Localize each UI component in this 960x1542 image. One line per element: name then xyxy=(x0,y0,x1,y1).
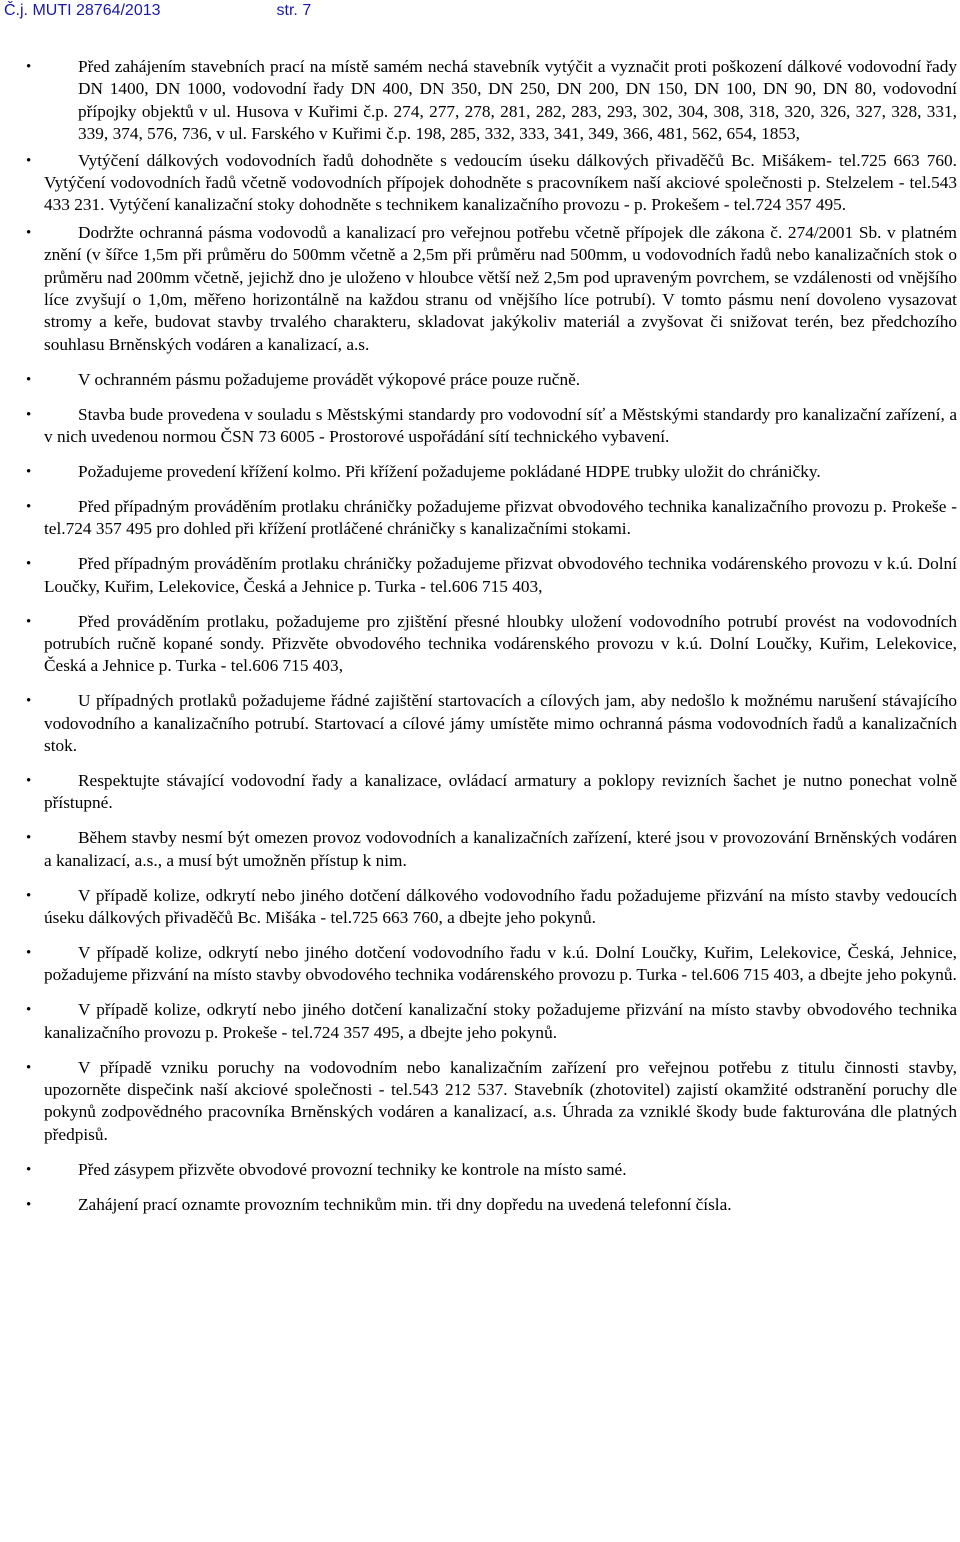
list-item-text: Požadujeme provedení křížení kolmo. Při křížení požadujeme pokládané HDPE trubky uložit do chráničky. xyxy=(78,462,821,481)
reference-number: Č.j. MUTI 28764/2013 xyxy=(4,2,161,19)
list-item-text: V případě kolize, odkrytí nebo jiného dotčení kanalizační stoky požadujeme přizvání na místo stavby obvodového technika kanalizačního provozu p. Prokeše - tel.724 357 495, a dbejte jeho pokynů. xyxy=(44,1000,957,1042)
list-item-text: Vytýčení dálkových vodovodních řadů dohodněte s vedoucím úseku dálkových přivaděčů Bc. Mišákem- tel.725 663 760. Vytýčení vodovodních řadů včetně vodovodních přípojek dohodněte s pracovníkem naší akciové společnosti p. Stelzelem - tel.543 433 231. Vytýčení kanalizační stoky dohodněte s technikem kanalizačního provozu - p. Prokešem - tel.724 357 495. xyxy=(44,150,957,215)
list-item xyxy=(26,553,957,598)
list-item xyxy=(26,369,957,391)
bullet-icon: • xyxy=(26,830,32,847)
bullet-icon: • xyxy=(26,224,32,241)
list-item xyxy=(26,999,957,1044)
list-item xyxy=(26,1057,957,1147)
bullet-icon: • xyxy=(26,464,32,480)
list-item-text: Respektujte stávající vodovodní řady a kanalizace, ovládací armatury a poklopy revizních šachet je nutno ponechat volně přístupné. xyxy=(44,770,957,813)
list-item xyxy=(26,1194,957,1216)
list-item xyxy=(26,222,957,356)
list-item xyxy=(26,404,957,449)
list-item-text: Před případným prováděním protlaku chráničky požadujeme přizvat obvodového technika vodárenského provozu v k.ú. Dolní Loučky, Kuřim, Lelekovice, Česká a Jehnice p. Turka - tel.606 715 403, xyxy=(44,554,957,596)
bullet-icon: • xyxy=(26,371,32,388)
page-header xyxy=(4,2,311,20)
list-item xyxy=(26,885,957,930)
list-item-text: V případě vzniku poruchy na vodovodním nebo kanalizačním zařízení pro veřejnou potřebu z titulu činnosti stavby, upozorněte dispečink naší akciové společnosti - tel.543 212 537. Stavebník (zhotovitel) zajistí okamžité odstranění poruchy dle pokynů zodpovědného pracovníka Brněnských vodáren a kanalizací, a.s. Úhrada za vzniklé škody bude fakturována dle platných předpisů. xyxy=(44,1057,957,1144)
bullet-icon: • xyxy=(26,152,32,169)
bullet-icon: • xyxy=(26,693,32,710)
list-item-text: Před prováděním protlaku, požadujeme pro zjištění přesné hloubky uložení vodovodního potrubí provést na vodovodních potrubích ručně kopané sondy. Přizvěte obvodového technika vodárenského provozu v k.ú. Dolní Loučky, Kuřim, Lelekovice, Česká a Jehnice p. Turka - tel.606 715 403, xyxy=(44,611,957,676)
bullet-icon: • xyxy=(26,406,32,423)
bullet-icon: • xyxy=(26,1196,32,1213)
bullet-icon: • xyxy=(26,613,32,630)
bullet-icon: • xyxy=(26,887,32,904)
list-item xyxy=(26,150,957,217)
list-item xyxy=(26,611,957,678)
list-item-text: Před zahájením stavebních prací na místě samém nechá stavebník vytýčit a vyznačit proti poškození dálkové vodovodní řady DN 1400, DN 1000, vodovodní řady DN 400, DN 350, DN 250, DN 200, DN 150, DN 100, DN 90, DN 80, vodovodní přípojky objektů v ul. Husova v Kuřimi č.p. 274, 277, 278, 281, 282, 283, 293, 302, 304, 308, 318, 320, 326, 327, 328, 331, 339, 374, 576, 736, v ul. Farského v Kuřimi č.p. 198, 285, 332, 333, 341, 349, 366, 481, 562, 654, 1853, xyxy=(78,57,957,144)
document-body xyxy=(26,56,957,1228)
list-item-text: Před případným prováděním protlaku chráničky požadujeme přizvat obvodového technika kanalizačního provozu p. Prokeše - tel.724 357 495 pro dohled při křížení protláčené chráničky s kanalizačními stokami. xyxy=(44,496,957,539)
list-item xyxy=(26,1159,957,1181)
bullet-icon: • xyxy=(26,1059,32,1076)
bullet-icon: • xyxy=(26,498,32,515)
list-item-text: Dodržte ochranná pásma vodovodů a kanalizací pro veřejnou potřebu včetně přípojek dle zákona č. 274/2001 Sb. v platném znění (v šířce 1,5m při průměru do 500mm včetně a 2,5m při průměru nad 500mm, u vodovodních řadů nebo kanalizačních stok o průměru nad 200mm včetně, jejichž dno je uloženo v hloubce větší než 2,5m pod upraveným povrchem, se vzdálenosti od vnějšího líce zvyšují o 1,0m, měřeno horizontálně na každou stranu od vnějšího líce potrubí). V tomto pásmu není dovoleno vysazovat stromy a keře, budovat stavby trvalého charakteru, skladovat jakýkoliv materiál a zvyšovat či snižovat terén, bez předchozího souhlasu Brněnských vodáren a kanalizací, a.s. xyxy=(44,222,957,354)
list-item-text: V případě kolize, odkrytí nebo jiného dotčení vodovodního řadu v k.ú. Dolní Loučky, Kuřim, Lelekovice, Česká, Jehnice, požadujeme přizvání na místo stavby obvodového technika vodárenského provozu p. Turka - tel.606 715 403, a dbejte jeho pokynů. xyxy=(44,942,957,985)
bullet-icon: • xyxy=(26,1002,32,1019)
list-item xyxy=(26,690,957,757)
list-item xyxy=(26,496,957,541)
list-item-text: V ochranném pásmu požadujeme provádět výkopové práce pouze ručně. xyxy=(78,369,581,389)
list-item xyxy=(26,942,957,987)
list-item xyxy=(26,56,957,146)
list-item xyxy=(26,827,957,872)
list-item-text: Zahájení prací oznamte provozním technikům min. tři dny dopředu na uvedená telefonní čísla. xyxy=(78,1194,732,1214)
bullet-icon: • xyxy=(26,59,32,75)
bullet-icon: • xyxy=(26,944,32,961)
list-item xyxy=(26,770,957,815)
bullet-icon: • xyxy=(26,556,32,573)
page-number: str. 7 xyxy=(276,2,312,19)
bullet-icon: • xyxy=(26,772,32,789)
bullet-icon: • xyxy=(26,1161,32,1178)
list-item-text: Během stavby nesmí být omezen provoz vodovodních a kanalizačních zařízení, které jsou v provozování Brněnských vodáren a kanalizací, a.s., a musí být umožněn přístup k nim. xyxy=(44,828,957,870)
list-item-text: U případných protlaků požadujeme řádné zajištění startovacích a cílových jam, aby nedošlo k možnému narušení stávajícího vodovodního a kanalizačního potrubí. Startovací a cílové jámy umístěte mimo ochranná pásma vodovodních řadů a kanalizačních stok. xyxy=(44,691,957,756)
list-item-text: Stavba bude provedena v souladu s Městskými standardy pro vodovodní síť a Městskými standardy pro kanalizační zařízení, a v nich uvedenou normou ČSN 73 6005 - Prostorové uspořádání sítí technického vybavení. xyxy=(44,404,957,447)
list-item xyxy=(26,461,957,483)
list-item-text: V případě kolize, odkrytí nebo jiného dotčení dálkového vodovodního řadu požadujeme přizvání na místo stavby vedoucích úseku dálkových přivaděčů Bc. Mišáka - tel.725 663 760, a dbejte jeho pokynů. xyxy=(44,885,957,927)
list-item-text: Před zásypem přizvěte obvodové provozní techniky ke kontrole na místo samé. xyxy=(78,1159,627,1179)
